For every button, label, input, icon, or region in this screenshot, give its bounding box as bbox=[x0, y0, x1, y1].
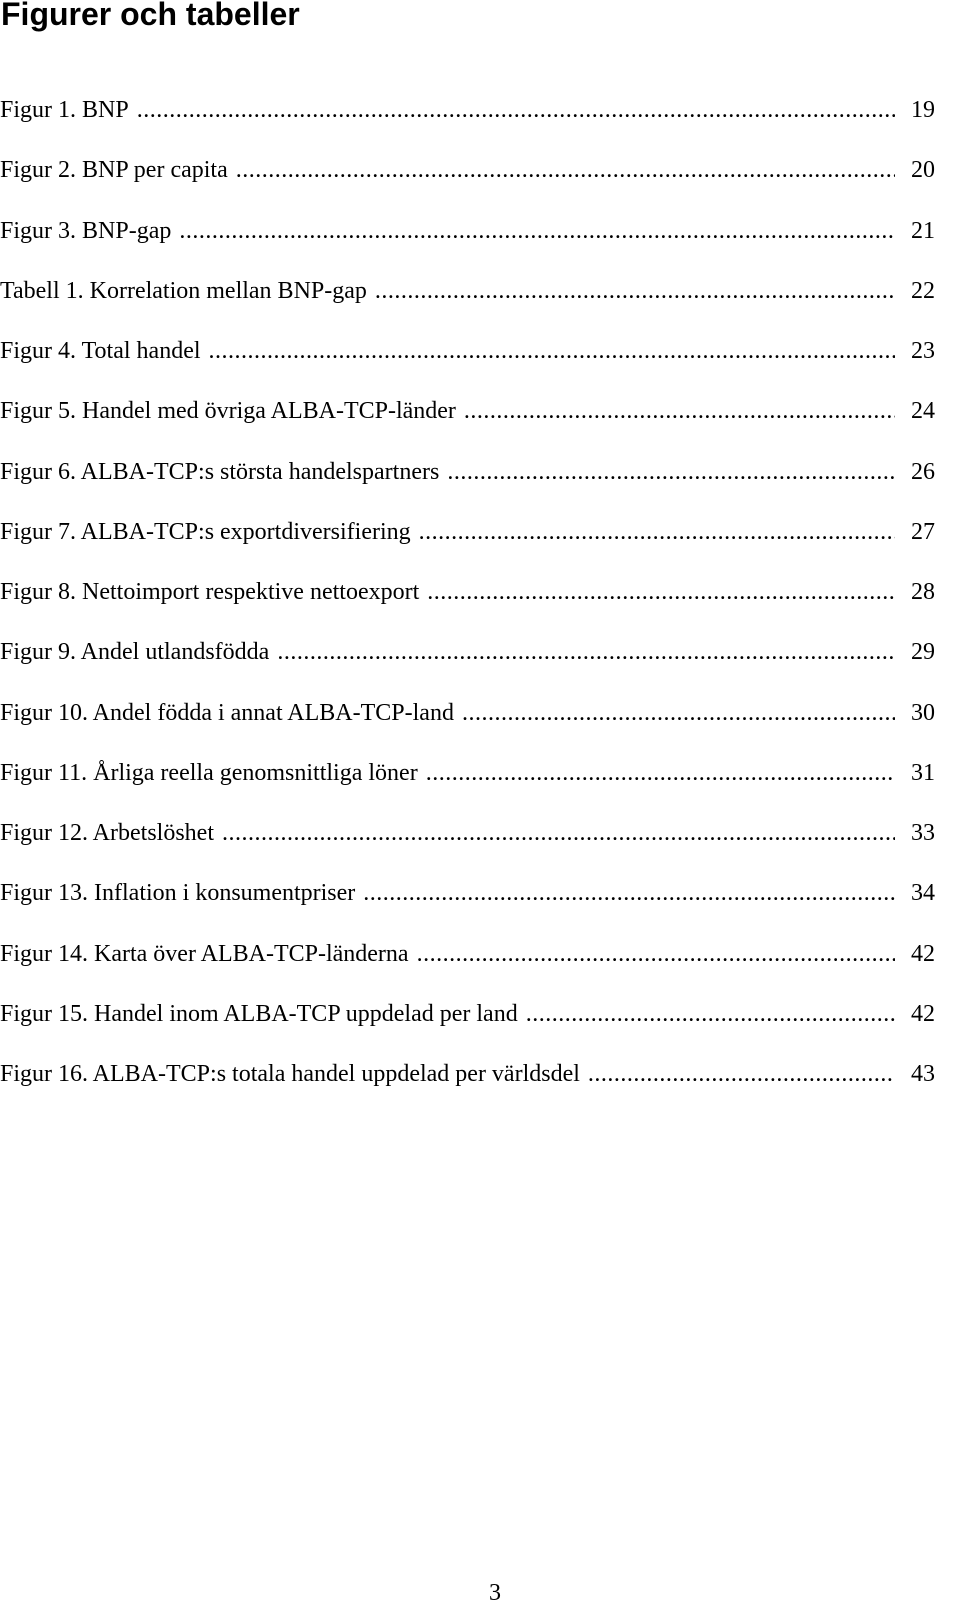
page-title: Figurer och tabeller bbox=[1, 0, 300, 32]
toc-entry-page: 23 bbox=[911, 338, 935, 364]
toc-entry-page: 22 bbox=[911, 277, 935, 304]
toc-entry-page: 26 bbox=[911, 458, 935, 485]
toc-entry[interactable] bbox=[0, 999, 935, 1059]
toc-entry-label: Figur 10. Andel födda i annat ALBA-TCP-land bbox=[0, 699, 454, 726]
toc-dot-leader bbox=[363, 878, 895, 908]
toc-entry[interactable] bbox=[0, 577, 935, 637]
toc-entry[interactable] bbox=[0, 155, 935, 215]
toc-entry[interactable] bbox=[0, 517, 935, 577]
toc-entry-label: Figur 3. BNP-gap bbox=[0, 217, 172, 244]
toc-dot-leader bbox=[427, 577, 895, 607]
toc-entry-label: Figur 16. ALBA-TCP:s totala handel uppdelad per världsdel bbox=[0, 1061, 580, 1087]
toc-entry[interactable] bbox=[0, 216, 935, 276]
toc-entry-label: Figur 2. BNP per capita bbox=[0, 157, 228, 184]
toc-dot-leader bbox=[526, 999, 895, 1029]
toc-entry-page: 19 bbox=[911, 97, 935, 123]
toc-entry-page: 20 bbox=[911, 157, 935, 184]
toc-entry[interactable] bbox=[0, 396, 935, 456]
toc-entry-page: 33 bbox=[911, 820, 935, 846]
toc-entry-page: 27 bbox=[911, 518, 935, 545]
toc-entry[interactable] bbox=[0, 457, 935, 517]
toc-entry-page: 29 bbox=[911, 639, 935, 666]
toc-dot-leader bbox=[209, 336, 895, 366]
toc-dot-leader bbox=[277, 637, 895, 667]
toc-entry-page: 24 bbox=[911, 398, 935, 425]
toc-entry-label: Figur 4. Total handel bbox=[0, 338, 201, 364]
toc-entry-page: 28 bbox=[911, 579, 935, 605]
page-number: 3 bbox=[489, 1580, 501, 1606]
toc-entry-label: Figur 15. Handel inom ALBA-TCP uppdelad per land bbox=[0, 1000, 518, 1027]
toc-entry-label: Figur 11. Årliga reella genomsnittliga löner bbox=[0, 759, 418, 786]
toc-entry[interactable] bbox=[0, 939, 935, 999]
toc-entry-page: 42 bbox=[911, 1000, 935, 1027]
toc-entry-page: 31 bbox=[911, 759, 935, 786]
toc-dot-leader bbox=[462, 698, 895, 728]
toc-dot-leader bbox=[417, 939, 895, 969]
toc-entry[interactable] bbox=[0, 698, 935, 758]
toc-entry[interactable] bbox=[0, 818, 935, 878]
toc-entry-page: 42 bbox=[911, 940, 935, 967]
toc-entry-page: 30 bbox=[911, 699, 935, 726]
table-of-figures bbox=[0, 95, 935, 1119]
toc-entry[interactable] bbox=[0, 276, 935, 336]
toc-entry-label: Figur 5. Handel med övriga ALBA-TCP-länder bbox=[0, 398, 456, 425]
toc-entry[interactable] bbox=[0, 758, 935, 818]
toc-entry[interactable] bbox=[0, 95, 935, 155]
toc-dot-leader bbox=[375, 276, 895, 306]
toc-entry-label: Figur 7. ALBA-TCP:s exportdiversifiering bbox=[0, 518, 411, 545]
toc-entry-page: 21 bbox=[911, 217, 935, 244]
toc-dot-leader bbox=[137, 95, 895, 125]
toc-entry-label: Figur 13. Inflation i konsumentpriser bbox=[0, 880, 356, 907]
toc-entry-label: Figur 1. BNP bbox=[0, 97, 129, 123]
toc-dot-leader bbox=[447, 457, 895, 487]
toc-entry-page: 43 bbox=[911, 1061, 935, 1087]
toc-dot-leader bbox=[464, 396, 895, 426]
toc-dot-leader bbox=[222, 818, 895, 848]
toc-entry-label: Figur 12. Arbetslöshet bbox=[0, 820, 214, 846]
toc-entry[interactable] bbox=[0, 878, 935, 938]
toc-entry[interactable] bbox=[0, 637, 935, 697]
toc-entry[interactable] bbox=[0, 336, 935, 396]
toc-entry-label: Figur 6. ALBA-TCP:s största handelspartners bbox=[0, 458, 440, 485]
toc-entry[interactable] bbox=[0, 1059, 935, 1119]
toc-entry-label: Figur 8. Nettoimport respektive nettoexport bbox=[0, 579, 420, 605]
toc-dot-leader bbox=[426, 758, 895, 788]
toc-dot-leader bbox=[588, 1059, 895, 1089]
toc-entry-page: 34 bbox=[911, 880, 935, 907]
toc-dot-leader bbox=[419, 517, 895, 547]
toc-entry-label: Figur 9. Andel utlandsfödda bbox=[0, 639, 270, 666]
toc-dot-leader bbox=[236, 155, 895, 185]
toc-entry-label: Tabell 1. Korrelation mellan BNP-gap bbox=[0, 277, 367, 304]
toc-entry-label: Figur 14. Karta över ALBA-TCP-länderna bbox=[0, 940, 409, 967]
toc-dot-leader bbox=[179, 216, 895, 246]
